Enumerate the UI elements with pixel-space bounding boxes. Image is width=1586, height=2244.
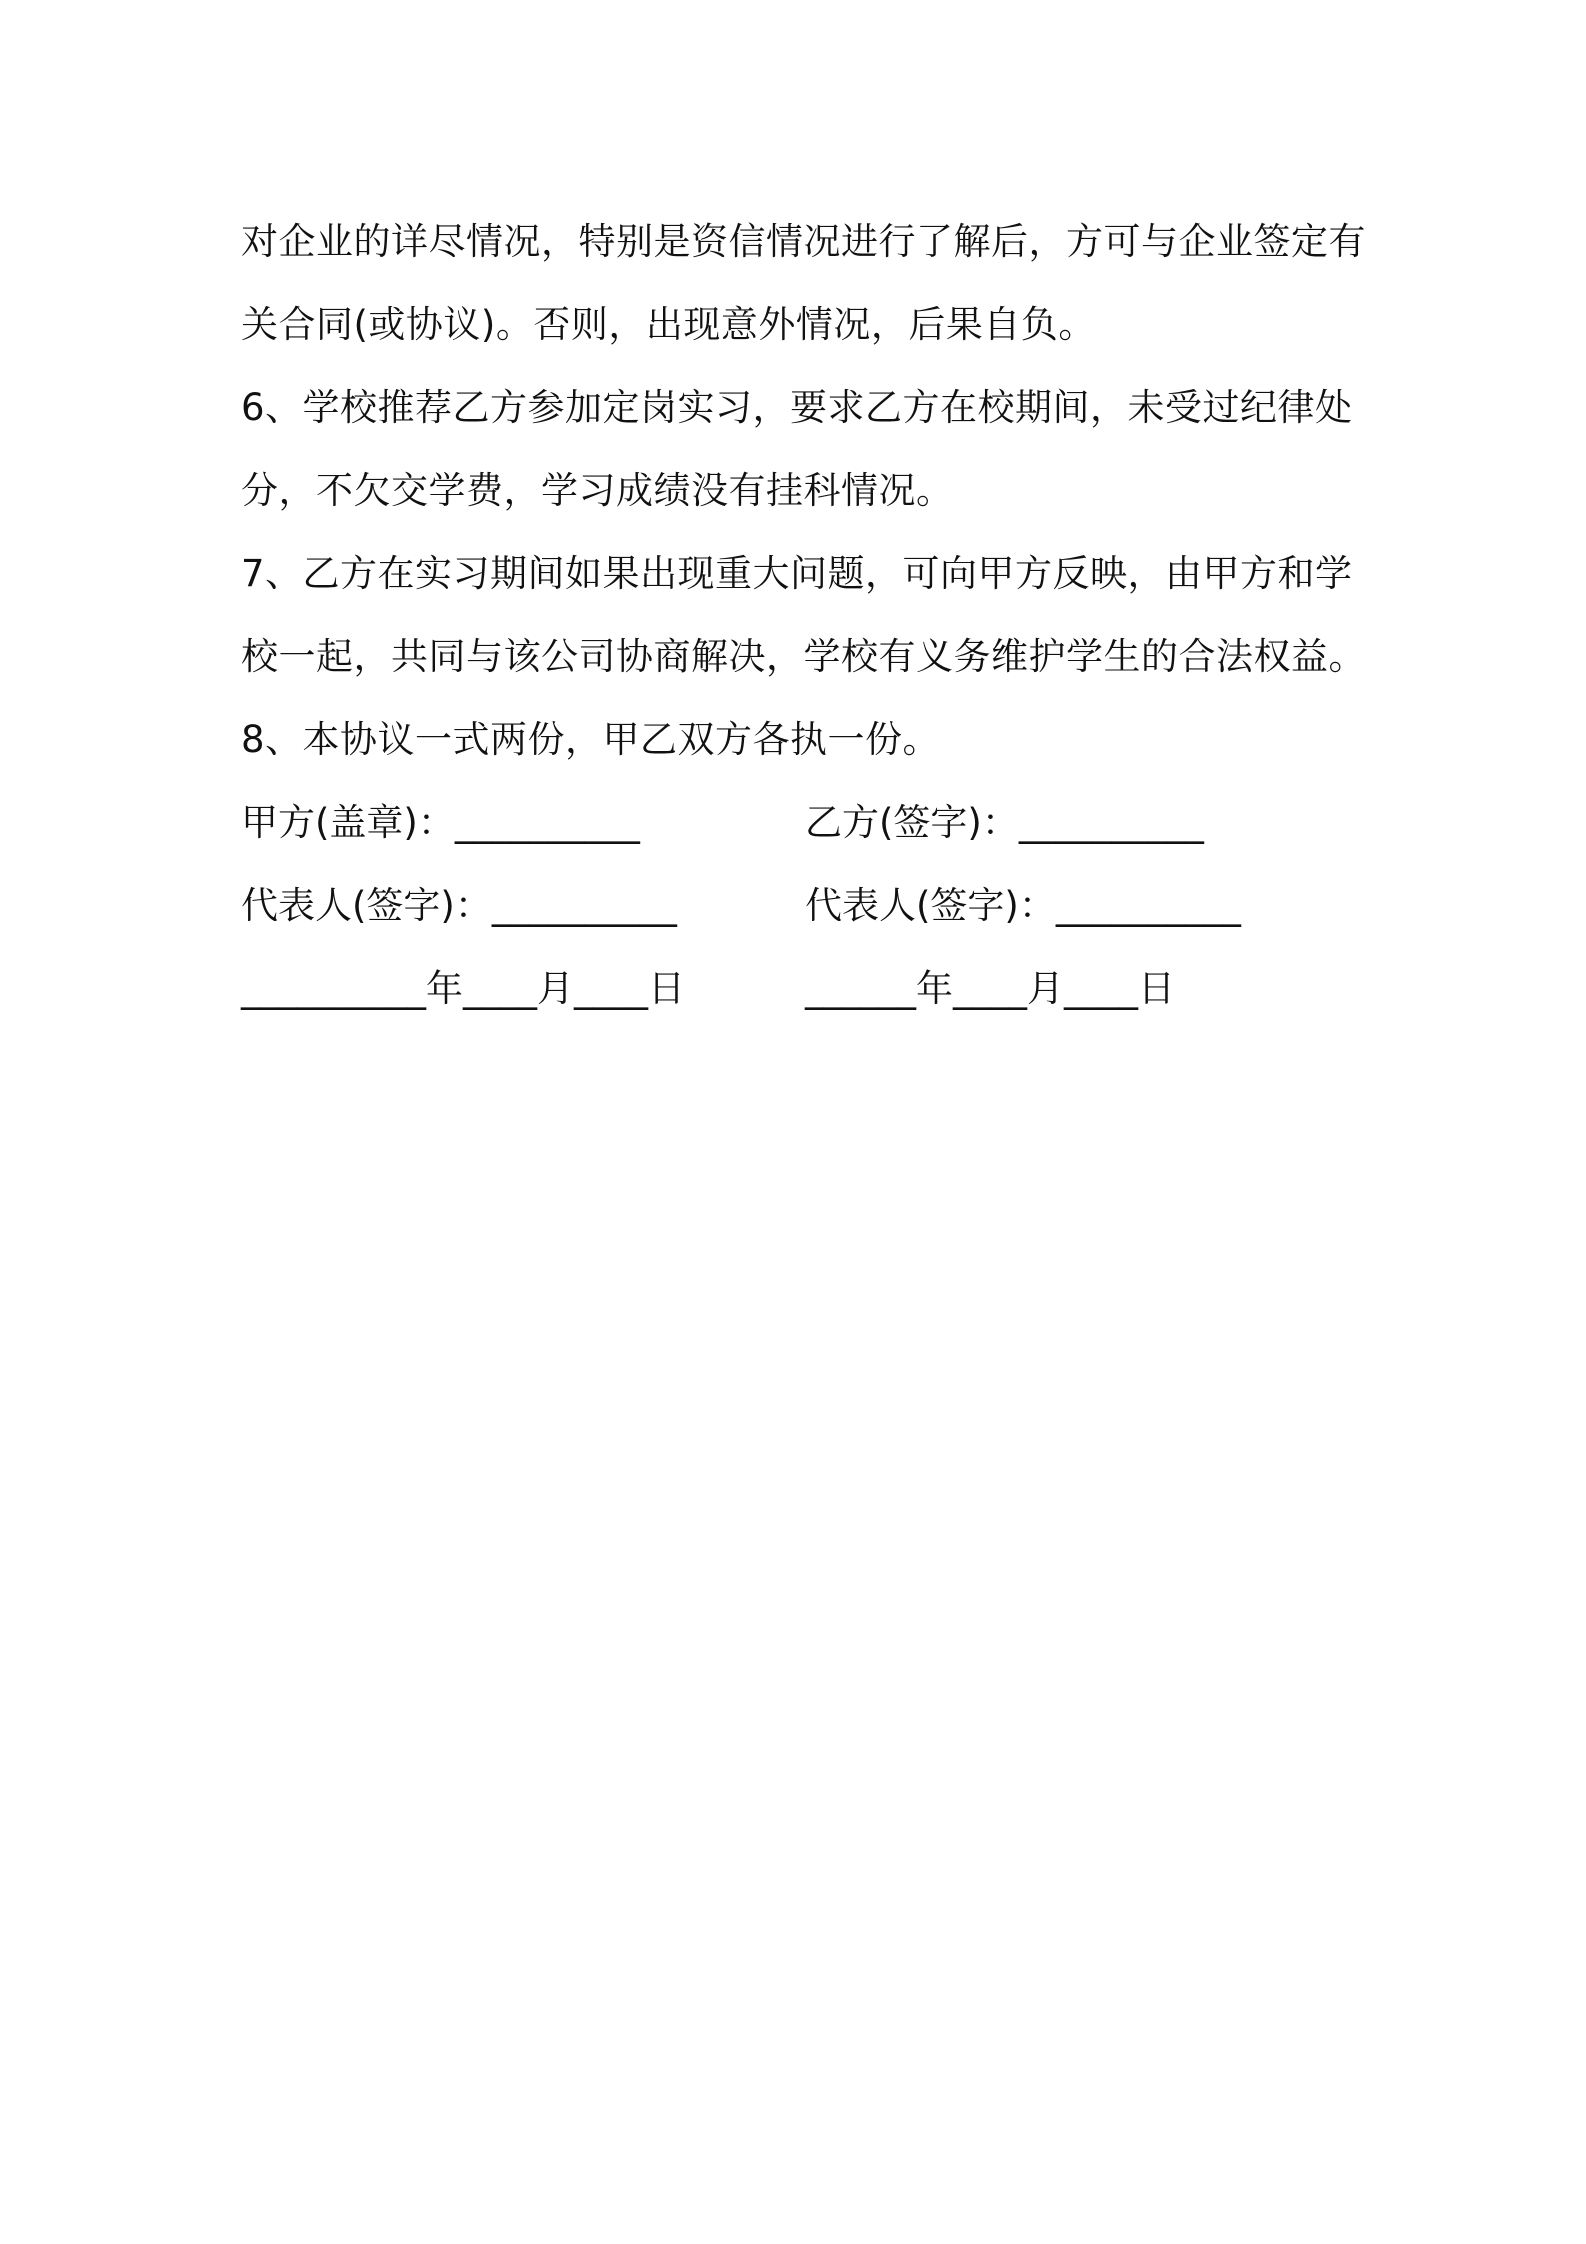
rep-b-sign-field: 代表人(签字)：__________ bbox=[805, 884, 1241, 927]
clause-7-line: 7、乙方在实习期间如果出现重大问题，可向甲方反映，由甲方和学 bbox=[241, 552, 1353, 595]
clause-8-line: 8、本协议一式两份，甲乙双方各执一份。 bbox=[241, 718, 941, 761]
party-a-seal-field: 甲方(盖章)：__________ bbox=[241, 801, 640, 844]
date-b-field: ______年____月____日 bbox=[805, 967, 1175, 1010]
date-a-field: __________年____月____日 bbox=[241, 967, 685, 1010]
rep-a-sign-field: 代表人(签字)：__________ bbox=[241, 884, 677, 927]
party-b-sign-field: 乙方(签字)：__________ bbox=[805, 801, 1204, 844]
clause-6-line: 分，不欠交学费，学习成绩没有挂科情况。 bbox=[241, 469, 954, 512]
clause-7-line: 校一起，共同与该公司协商解决，学校有义务维护学生的合法权益。 bbox=[241, 635, 1366, 678]
signature-row-date bbox=[241, 947, 1361, 1030]
paragraph-line: 对企业的详尽情况，特别是资信情况进行了解后，方可与企业签定有 bbox=[241, 220, 1366, 263]
document-body bbox=[241, 200, 1366, 1030]
signature-row-party bbox=[241, 781, 1361, 864]
clause-6-line: 6、学校推荐乙方参加定岗实习，要求乙方在校期间，未受过纪律处 bbox=[241, 386, 1353, 429]
paragraph-line: 关合同(或协议)。否则，出现意外情况，后果自负。 bbox=[241, 303, 1096, 346]
signature-row-representative bbox=[241, 864, 1361, 947]
